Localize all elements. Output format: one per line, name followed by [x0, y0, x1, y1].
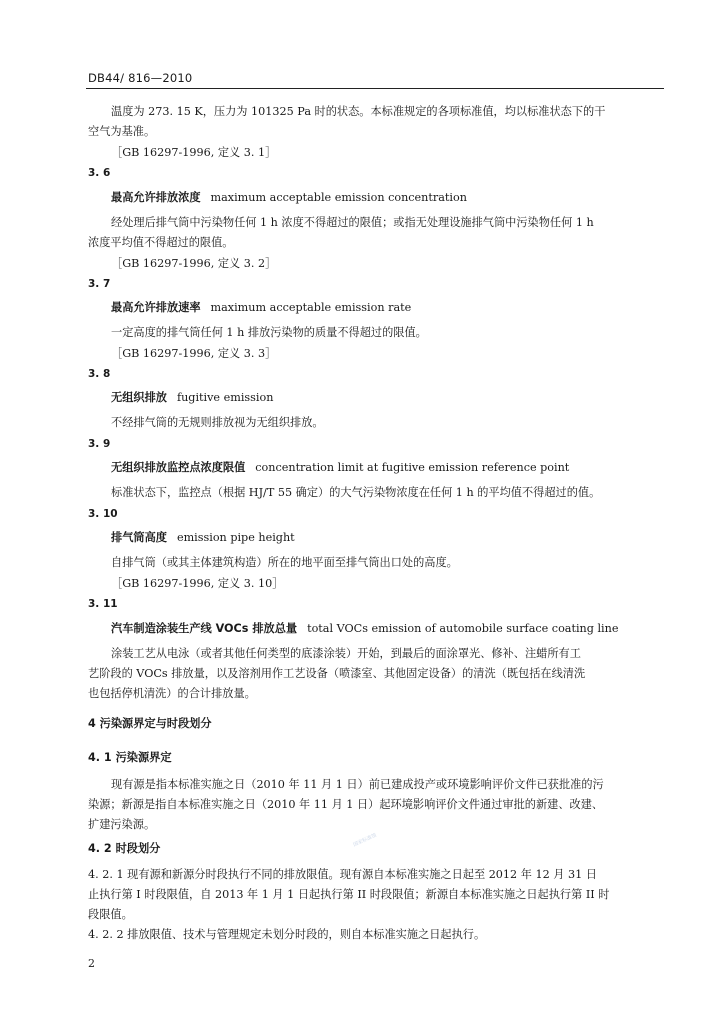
- def-3-10-text: 自排气筒（或其主体建筑构造）所在的地平面至排气筒出口处的高度。: [111, 556, 458, 569]
- def-3-5-text-line-1: 温度为 273. 15 K，压力为 101325 Pa 时的状态。本标准规定的各项标准值，均以标准状态下的干: [111, 105, 606, 118]
- term-3-9-en: concentration limit at fugitive emission reference point: [255, 461, 570, 474]
- doc-code-header: DB44/ 816—2010: [88, 71, 193, 85]
- term-3-11-en: total VOCs emission of automobile surface coating line: [307, 622, 619, 635]
- def-3-10-source: ［GB 16297-1996, 定义 3. 10］: [111, 577, 284, 590]
- def-3-6-text-line-1: 经处理后排气筒中污染物任何 1 h 浓度不得超过的限值；或指无处理设施排气筒中污染物任何 1 h: [111, 216, 594, 229]
- clause-4-2-2: 4. 2. 2 排放限值、技术与管理规定未划分时段的，则自本标准实施之日起执行。: [88, 928, 486, 941]
- clause-4-2-1-line-3: 段限值。: [88, 908, 133, 921]
- term-3-9-cn: 无组织排放监控点浓度限值: [111, 461, 246, 474]
- term-3-10: [111, 530, 295, 546]
- def-3-11-text-line-3: 也包括停机清洗）的合计排放量。: [88, 687, 256, 700]
- clause-4-2-1-line-1: 4. 2. 1 现有源和新源分时段执行不同的排放限值。现有源自本标准实施之日起至 2012 年 12 月 31 日: [88, 868, 597, 881]
- sec-4-1-text-line-1: 现有源是指本标准实施之日（2010 年 11 月 1 日）前已建成投产或环境影响评价文件已获批准的污: [111, 778, 604, 791]
- sec-4-1-text-line-3: 扩建污染源。: [88, 818, 156, 831]
- term-3-7-en: maximum acceptable emission rate: [210, 301, 412, 314]
- term-3-6: [111, 190, 467, 206]
- term-3-6-en: maximum acceptable emission concentration: [210, 191, 467, 204]
- def-3-6-text-line-2: 浓度平均值不得超过的限值。: [88, 236, 234, 249]
- term-3-10-en: emission pipe height: [176, 531, 295, 544]
- def-3-8-text: 不经排气筒的无规则排放视为无组织排放。: [111, 416, 324, 429]
- def-3-7-text: 一定高度的排气筒任何 1 h 排放污染物的质量不得超过的限值。: [111, 326, 427, 339]
- def-3-11-text-line-1: 涂装工艺从电泳（或者其他任何类型的底漆涂装）开始，到最后的面涂罩光、修补、注蜡所有工: [111, 647, 581, 660]
- header-divider: [86, 88, 664, 89]
- def-3-9-text: 标准状态下，监控点（根据 HJ/T 55 确定）的大气污染物浓度在任何 1 h 的平均值不得超过的值。: [111, 486, 601, 499]
- clause-4-2-1-line-2: 止执行第 I 时段限值，自 2013 年 1 月 1 日起执行第 II 时段限值；新源自本标准实施之日起执行第 II 时: [88, 888, 610, 901]
- term-3-9: [111, 460, 569, 476]
- clause-number-3-7: 3. 7: [88, 278, 111, 290]
- clause-number-3-6: 3. 6: [88, 167, 111, 179]
- section-4-heading: 4 污染源界定与时段划分: [88, 717, 212, 730]
- section-4-1-heading: 4. 1 污染源界定: [88, 751, 172, 764]
- def-3-5-source: ［GB 16297-1996, 定义 3. 1］: [111, 146, 277, 159]
- def-3-6-source: ［GB 16297-1996, 定义 3. 2］: [111, 257, 277, 270]
- term-3-8: [111, 390, 273, 406]
- clause-number-3-11: 3. 11: [88, 598, 118, 610]
- clause-number-3-10: 3. 10: [88, 508, 118, 520]
- def-3-5-text-line-2: 空气为基准。: [88, 125, 156, 138]
- clause-number-3-8: 3. 8: [88, 368, 111, 380]
- term-3-7-cn: 最高允许排放速率: [111, 301, 201, 314]
- section-4-2-heading: 4. 2 时段划分: [88, 842, 161, 855]
- term-3-6-cn: 最高允许排放浓度: [111, 191, 201, 204]
- term-3-11-cn: 汽车制造涂装生产线 VOCs 排放总量: [111, 622, 298, 635]
- def-3-11-text-line-2: 艺阶段的 VOCs 排放量，以及溶剂用作工艺设备（喷漆室、其他固定设备）的清洗（既包括在线清洗: [88, 667, 586, 680]
- page-number: 2: [88, 957, 95, 970]
- watermark-stamp: 国家标准馆: [352, 832, 378, 849]
- term-3-10-cn: 排气筒高度: [111, 531, 167, 544]
- term-3-8-en: fugitive emission: [176, 391, 274, 404]
- term-3-7: [111, 300, 411, 316]
- def-3-7-source: ［GB 16297-1996, 定义 3. 3］: [111, 347, 277, 360]
- term-3-8-cn: 无组织排放: [111, 391, 167, 404]
- term-3-11: [111, 621, 618, 637]
- clause-number-3-9: 3. 9: [88, 438, 111, 450]
- sec-4-1-text-line-2: 染源；新源是指自本标准实施之日（2010 年 11 月 1 日）起环境影响评价文件通过审批的新建、改建、: [88, 798, 604, 811]
